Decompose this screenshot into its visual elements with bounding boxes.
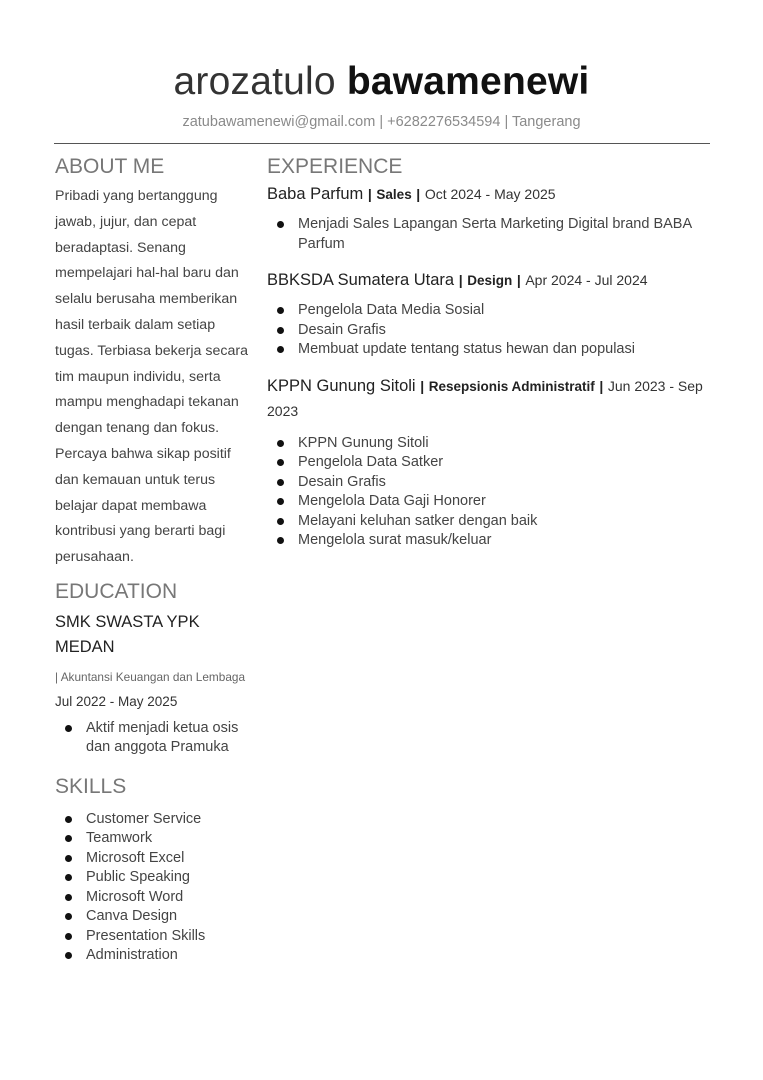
job-company: BBKSDA Sumatera Utara [267, 271, 455, 289]
job-position: Resepsionis Administratif [428, 378, 595, 394]
job-entry [267, 268, 713, 360]
job-position: Sales [376, 187, 412, 202]
list-item: Presentation Skills [55, 927, 255, 947]
list-item: KPPN Gunung Sitoli [267, 434, 713, 454]
right-column [267, 152, 713, 551]
job-dates: Jun 2023 - Sep 2023 [267, 377, 703, 419]
job-entry [267, 182, 713, 254]
job-bullets [267, 301, 713, 360]
list-item: Desain Grafis [267, 321, 713, 341]
job-dates: Oct 2024 - May 2025 [424, 186, 556, 202]
about-text: Pribadi yang bertanggung jawab, jujur, dan cepat beradaptasi. Senang mempelajari hal-hal baru dan selalu berusaha memberikan hasil terbaik dalam setiap tugas. Terbiasa bekerja secara tim maupun individu, serta mampu menghadapi tekanan dengan tenang dan fokus. Percaya bahwa sikap positif dan kemauan untuk terus belajar dapat membawa kontribusi yang berarti bagi perusahaan. [55, 188, 248, 566]
education-school: SMK SWASTA YPK MEDAN [55, 612, 200, 657]
job-dates: Apr 2024 - Jul 2024 [525, 272, 648, 288]
list-item: Mengelola surat masuk/keluar [267, 531, 713, 551]
skills-list [55, 810, 255, 966]
job-company: KPPN Gunung Sitoli [267, 376, 416, 395]
list-item: Pengelola Data Media Sosial [267, 301, 713, 321]
list-item: Microsoft Word [55, 888, 255, 908]
list-item: Mengelola Data Gaji Honorer [267, 492, 713, 512]
list-item: Melayani keluhan satker dengan baik [267, 512, 713, 532]
list-item: Customer Service [55, 810, 255, 830]
list-item: Microsoft Excel [55, 849, 255, 869]
job-header: KPPN Gunung Sitoli | Resepsionis Administratif | Jun 2023 - Sep 2023 [267, 376, 703, 419]
skills-title: SKILLS [55, 774, 127, 798]
job-company: Baba Parfum [267, 185, 364, 203]
list-item: Menjadi Sales Lapangan Serta Marketing Digital brand BABA Parfum [267, 215, 713, 254]
about-title: ABOUT ME [55, 155, 165, 178]
list-item: Administration [55, 946, 255, 966]
job-entry [267, 374, 713, 551]
job-bullets [267, 434, 713, 551]
education-title: EDUCATION [55, 579, 178, 603]
list-item: Canva Design [55, 907, 255, 927]
first-name: arozatulo [173, 60, 336, 103]
candidate-name [0, 58, 763, 106]
list-item: Aktif menjadi ketua osis dan anggota Pramuka [55, 719, 255, 758]
header-divider [54, 143, 710, 144]
contact-line: zatubawamenewi@gmail.com | +6282276534594 | Tangerang [182, 114, 581, 130]
education-dates: Jul 2022 - May 2025 [55, 693, 178, 709]
last-name: bawamenewi [346, 60, 590, 103]
list-item: Pengelola Data Satker [267, 453, 713, 473]
list-item: Membuat update tentang status hewan dan populasi [267, 340, 713, 360]
list-item: Teamwork [55, 829, 255, 849]
experience-title: EXPERIENCE [267, 155, 403, 178]
education-bullets [55, 719, 255, 758]
job-position: Design [467, 273, 513, 288]
job-header: BBKSDA Sumatera Utara | Design | Apr 2024 - Jul 2024 [267, 271, 648, 289]
job-bullets [267, 215, 713, 254]
left-column [55, 152, 255, 966]
education-field: | Akuntansi Keuangan dan Lembaga [55, 669, 245, 684]
list-item: Public Speaking [55, 868, 255, 888]
list-item: Desain Grafis [267, 473, 713, 493]
job-header: Baba Parfum | Sales | Oct 2024 - May 2025 [267, 185, 556, 203]
